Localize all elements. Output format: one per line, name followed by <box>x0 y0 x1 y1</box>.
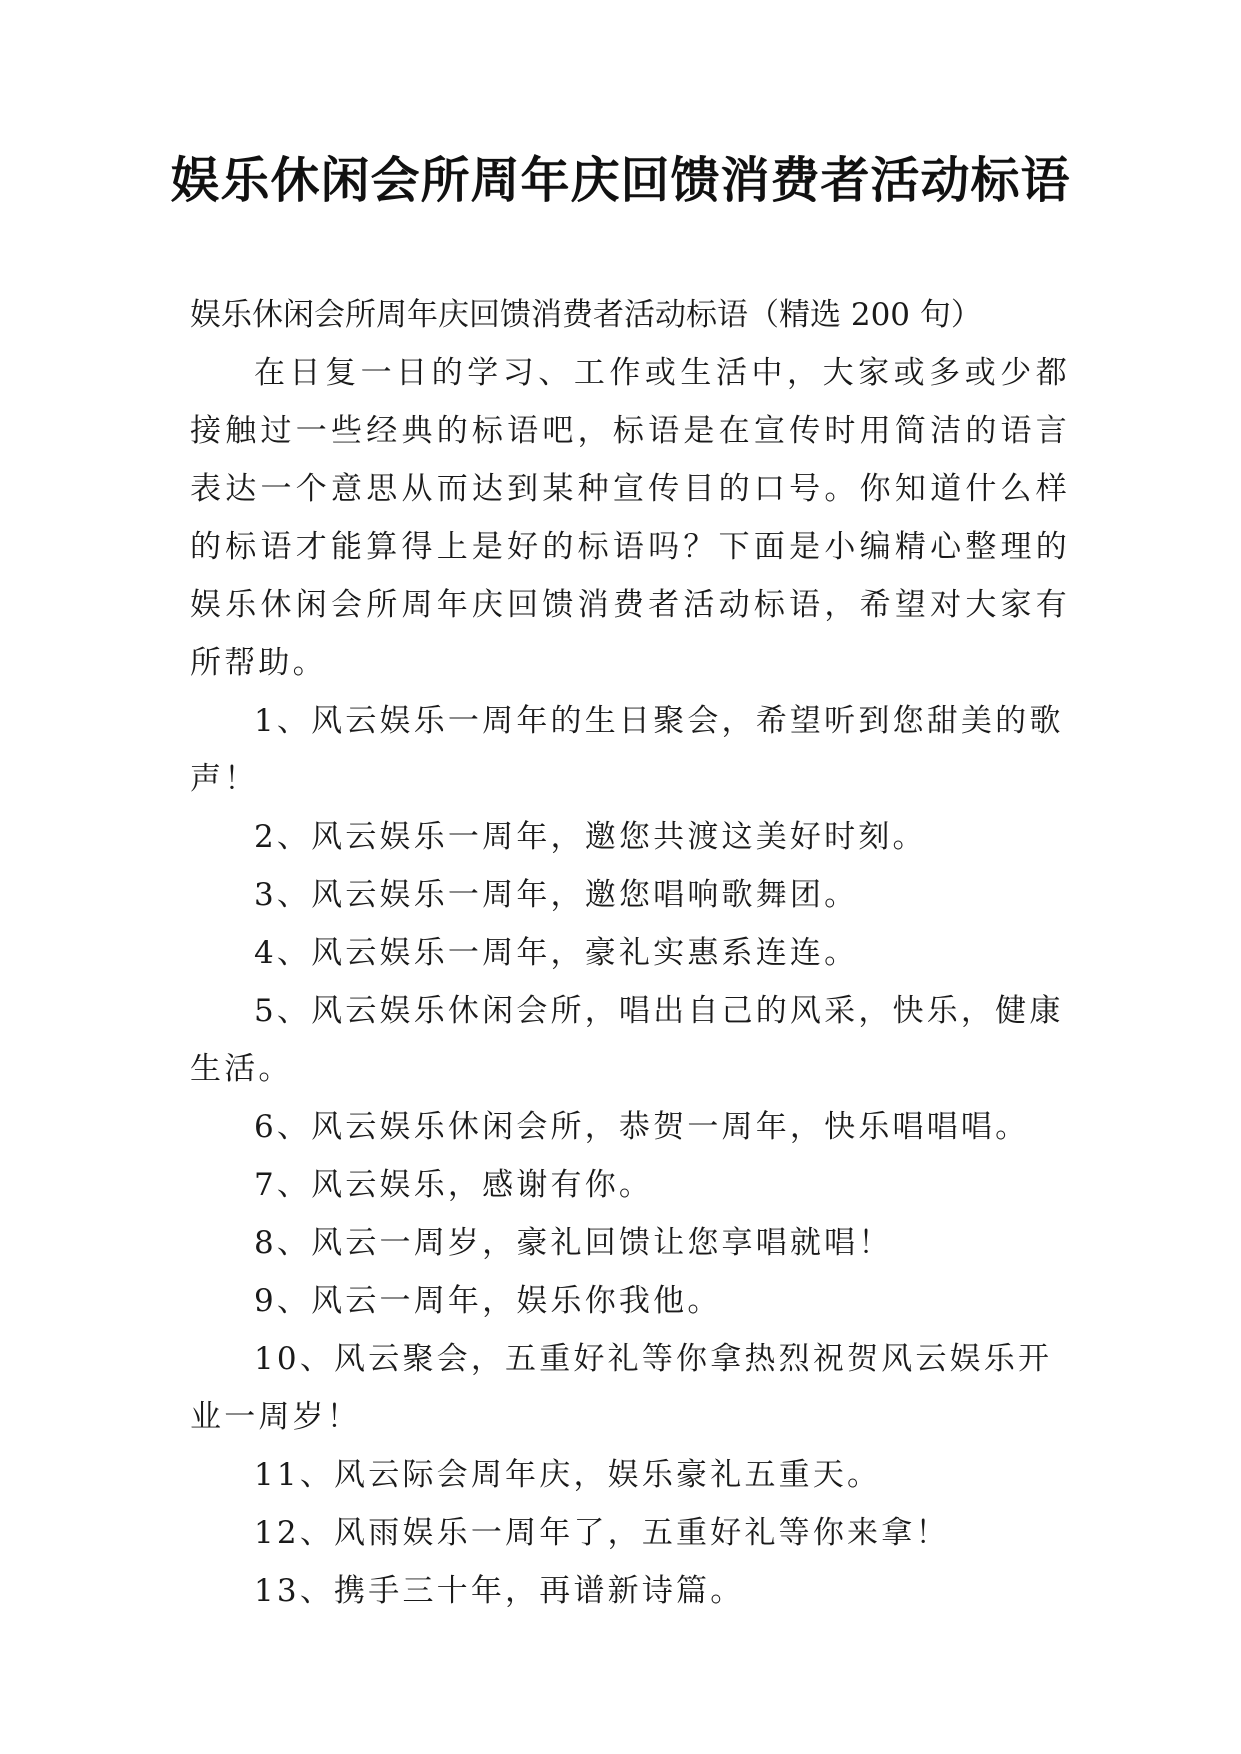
document-title: 娱乐休闲会所周年庆回馈消费者活动标语 <box>170 151 1071 209</box>
slogan-item: 3、风云娱乐一周年，邀您唱响歌舞团。 <box>254 877 859 913</box>
slogan-item: 2、风云娱乐一周年，邀您共渡这美好时刻。 <box>254 819 927 855</box>
slogan-item: 13、携手三十年，再谱新诗篇。 <box>254 1573 745 1609</box>
slogan-item: 11、风云际会周年庆，娱乐豪礼五重天。 <box>254 1457 882 1493</box>
document-subtitle: 娱乐休闲会所周年庆回馈消费者活动标语（精选 200 句） <box>190 297 982 333</box>
intro-paragraph: 在日复一日的学习、工作或生活中，大家或多或少都接触过一些经典的标语吧，标语是在宣传时用简洁的语言表达一个意思从而达到某种宣传目的口号。你知道什么样的标语才能算得上是好的标语吗？下面是小编精心整理的娱乐休闲会所周年庆回馈消费者活动标语，希望对大家有所帮助。 <box>190 355 1070 681</box>
slogan-item: 1、风云娱乐一周年的生日聚会，希望听到您甜美的歌声！ <box>190 703 1064 797</box>
document-body <box>190 286 1070 1620</box>
slogan-item: 10、风云聚会，五重好礼等你拿热烈祝贺风云娱乐开业一周岁！ <box>190 1341 1053 1435</box>
slogan-item: 9、风云一周年，娱乐你我他。 <box>254 1283 722 1319</box>
slogan-item: 12、风雨娱乐一周年了，五重好礼等你来拿！ <box>254 1515 950 1551</box>
slogan-item: 7、风云娱乐，感谢有你。 <box>254 1167 654 1203</box>
slogan-item: 6、风云娱乐休闲会所，恭贺一周年，快乐唱唱唱。 <box>254 1109 1030 1145</box>
slogan-item: 5、风云娱乐休闲会所，唱出自己的风采，快乐，健康生活。 <box>190 993 1064 1087</box>
slogan-item: 8、风云一周岁，豪礼回馈让您享唱就唱！ <box>254 1225 893 1261</box>
slogan-item: 4、风云娱乐一周年，豪礼实惠系连连。 <box>254 935 859 971</box>
